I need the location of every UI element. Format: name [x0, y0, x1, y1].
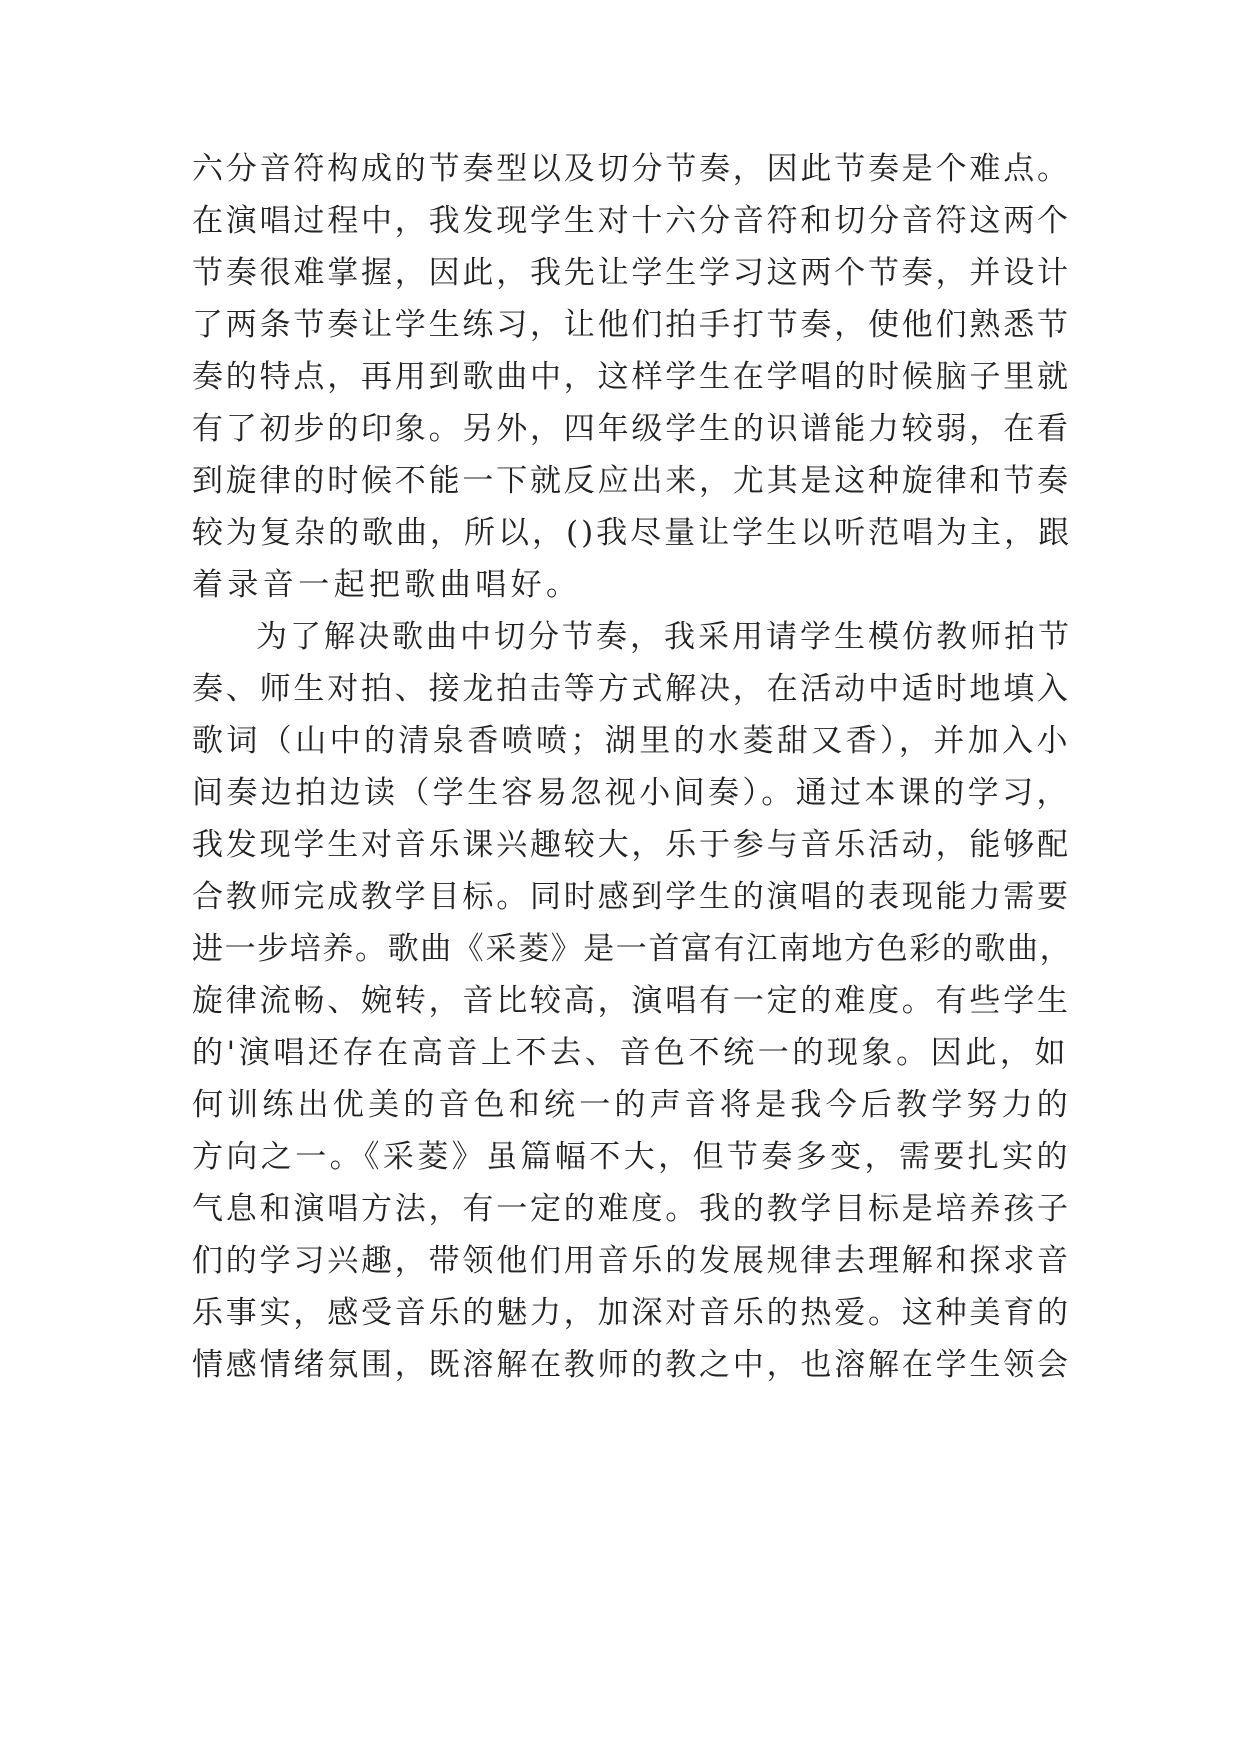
text-line-24: 情感情绪氛围，既溶解在教师的教之中，也溶解在学生领会 [192, 1347, 1071, 1383]
text-line-14: 我发现学生对音乐课兴趣较大，乐于参与音乐活动，能够配 [192, 827, 1071, 863]
text-line-12: 歌词（山中的清泉香喷喷；湖里的水菱甜又香），并加入小 [192, 723, 1071, 759]
text-line-2: 在演唱过程中，我发现学生对十六分音符和切分音符这两个 [192, 203, 1071, 239]
text-line-18: 的'演唱还存在高音上不去、音色不统一的现象。因此，如 [192, 1035, 1070, 1071]
text-line-17: 旋律流畅、婉转，音比较高，演唱有一定的难度。有些学生 [192, 983, 1071, 1019]
text-line-21: 气息和演唱方法，有一定的难度。我的教学目标是培养孩子 [192, 1191, 1071, 1227]
text-line-9: 着录音一起把歌曲唱好。 [192, 567, 582, 603]
text-line-20: 方向之一。《采菱》虽篇幅不大，但节奏多变，需要扎实的 [192, 1139, 1071, 1175]
text-line-23: 乐事实，感受音乐的魅力，加深对音乐的热爱。这种美育的 [192, 1295, 1071, 1331]
text-line-1: 六分音符构成的节奏型以及切分节奏，因此节奏是个难点。 [192, 151, 1071, 187]
paragraph-2-first-line: 为了解决歌曲中切分节奏，我采用请学生模仿教师拍节 [256, 619, 1072, 655]
text-line-4: 了两条节奏让学生练习，让他们拍手打节奏，使他们熟悉节 [192, 307, 1071, 343]
text-line-5: 奏的特点，再用到歌曲中，这样学生在学唱的时候脑子里就 [192, 359, 1071, 395]
text-line-16: 进一步培养。歌曲《采菱》是一首富有江南地方色彩的歌曲， [192, 931, 1073, 967]
text-line-11: 奏、师生对拍、接龙拍击等方式解决，在活动中适时地填入 [192, 671, 1071, 707]
text-line-22: 们的学习兴趣，带领他们用音乐的发展规律去理解和探求音 [192, 1243, 1071, 1279]
text-line-7: 到旋律的时候不能一下就反应出来，尤其是这种旋律和节奏 [192, 463, 1071, 499]
text-line-13: 间奏边拍边读（学生容易忽视小间奏）。通过本课的学习， [192, 775, 1071, 811]
text-line-8: 较为复杂的歌曲，所以，()我尽量让学生以听范唱为主，跟 [192, 515, 1073, 551]
text-line-6: 有了初步的印象。另外，四年级学生的识谱能力较弱，在看 [192, 411, 1071, 447]
text-line-19: 何训练出优美的音色和统一的声音将是我今后教学努力的 [192, 1087, 1072, 1123]
text-line-3: 节奏很难掌握，因此，我先让学生学习这两个节奏，并设计 [192, 255, 1071, 291]
text-line-15: 合教师完成教学目标。同时感到学生的演唱的表现能力需要 [192, 879, 1071, 915]
